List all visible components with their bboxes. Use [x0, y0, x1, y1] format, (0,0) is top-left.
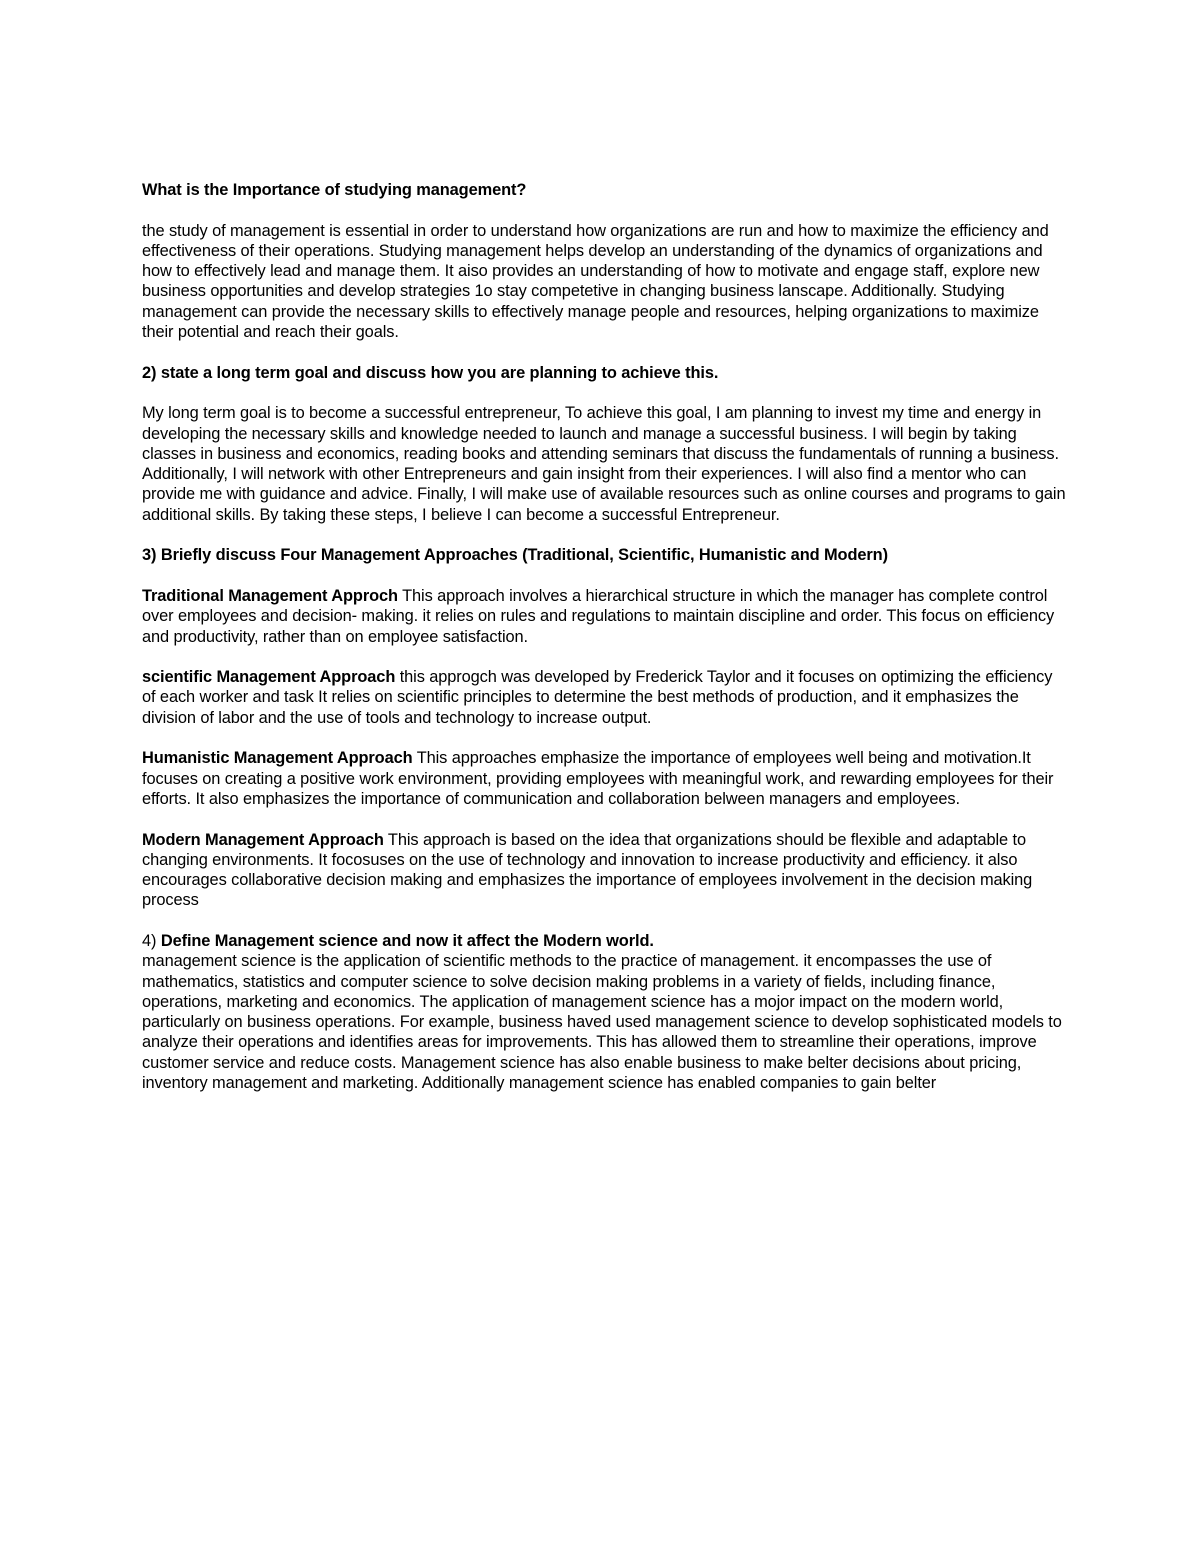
- document-page: [142, 180, 1067, 1114]
- approach-modern: [142, 830, 1067, 911]
- approach-scientific-text: this approgch was developed by Frederick Taylor and it focuses on optimizing the efficiency of each worker and task It relies on scientific principles to determine the best methods of production, and it emphasizes the division of labor and the use of tools and technology to increase output.: [142, 668, 1053, 727]
- question-2-answer: My long term goal is to become a successful entrepreneur, To achieve this goal, I am planning to invest my time and energy in developing the necessary skills and knowledge needed to launch and manage a successful business. I will begin by taking classes in business and economics, reading books and attending seminars that discuss the fundamentals of running a business. Additionally, I will network with other Entrepreneurs and gain insight from their experiences. I will also find a mentor who can provide me with guidance and advice. Finally, I will make use of available resources such as online courses and programs to gain additional skills. By taking these steps, I believe I can become a successful Entrepreneur.: [142, 404, 1066, 524]
- approach-traditional-title: Traditional Management Approch: [142, 586, 398, 605]
- approach-traditional: [142, 586, 1067, 647]
- question-4-number: 4): [142, 931, 161, 950]
- approach-humanistic-text: This approaches emphasize the importance of employees well being and motivation.It focuses on creating a positive work environment, providing employees with meaningful work, and rewarding employees for their efforts. It also emphasizes the importance of communication and collaboration belween managers and employees.: [142, 749, 1054, 808]
- question-3-heading: 3) Briefly discuss Four Management Approaches (Traditional, Scientific, Humanistic and Modern): [142, 546, 888, 565]
- approach-scientific-title: scientific Management Approach: [142, 668, 396, 687]
- approach-humanistic-title: Humanistic Management Approach: [142, 749, 413, 768]
- question-1-heading: What is the Importance of studying management?: [142, 181, 527, 199]
- approach-traditional-text: This approach involves a hierarchical structure in which the manager has complete control over employees and decision- making. it relies on rules and regulations to maintain discipline and order. This focus on efficiency and productivity, rather than on employee satisfaction.: [142, 586, 1055, 646]
- question-4-heading: [142, 931, 1067, 951]
- approach-scientific: [142, 667, 1067, 728]
- question-2-heading: 2) state a long term goal and discuss how you are planning to achieve this.: [142, 363, 719, 382]
- question-4-title: Define Management science and now it affect the Modern world.: [160, 931, 654, 950]
- approach-modern-text: This approach is based on the idea that organizations should be flexible and adaptable to changing environments. It focosuses on the use of technology and innovation to increase productivity and efficiency. it also encourages collaborative decision making and emphasizes the importance of employees involvement in the decision making process: [142, 830, 1033, 910]
- question-1-answer: the study of management is essential in order to understand how organizations are run and how to maximize the efficiency and effectiveness of their operations. Studying management helps develop an understanding of the dynamics of organizations and how to effectively lead and manage them. It aiso provides an understanding of how to motivate and engage staff, explore new business opportunities and develop strategies 1o stay competetive in changing business lanscape. Additionally. Studying management can provide the necessary skills to effectively manage people and resources, helping organizations to maximize their potential and reach their goals.: [142, 221, 1049, 342]
- approach-humanistic: [142, 748, 1067, 809]
- approach-modern-title: Modern Management Approach: [142, 830, 384, 849]
- question-4-answer: management science is the application of scientific methods to the practice of management. it encompasses the use of mathematics, statistics and computer science to solve decision making problems in a variety of fields, including finance, operations, marketing and economics. The application of management science has a mojor impact on the modern world, particularly on business operations. For example, business haved used management science to develop sophisticated models to analyze their operations and identifies areas for improvements. This has allowed them to streamline their operations, improve customer service and reduce costs. Management science has also enable business to make belter decisions about pricing, inventory management and marketing. Additionally management science has enabled companies to gain belter: [142, 952, 1062, 1093]
